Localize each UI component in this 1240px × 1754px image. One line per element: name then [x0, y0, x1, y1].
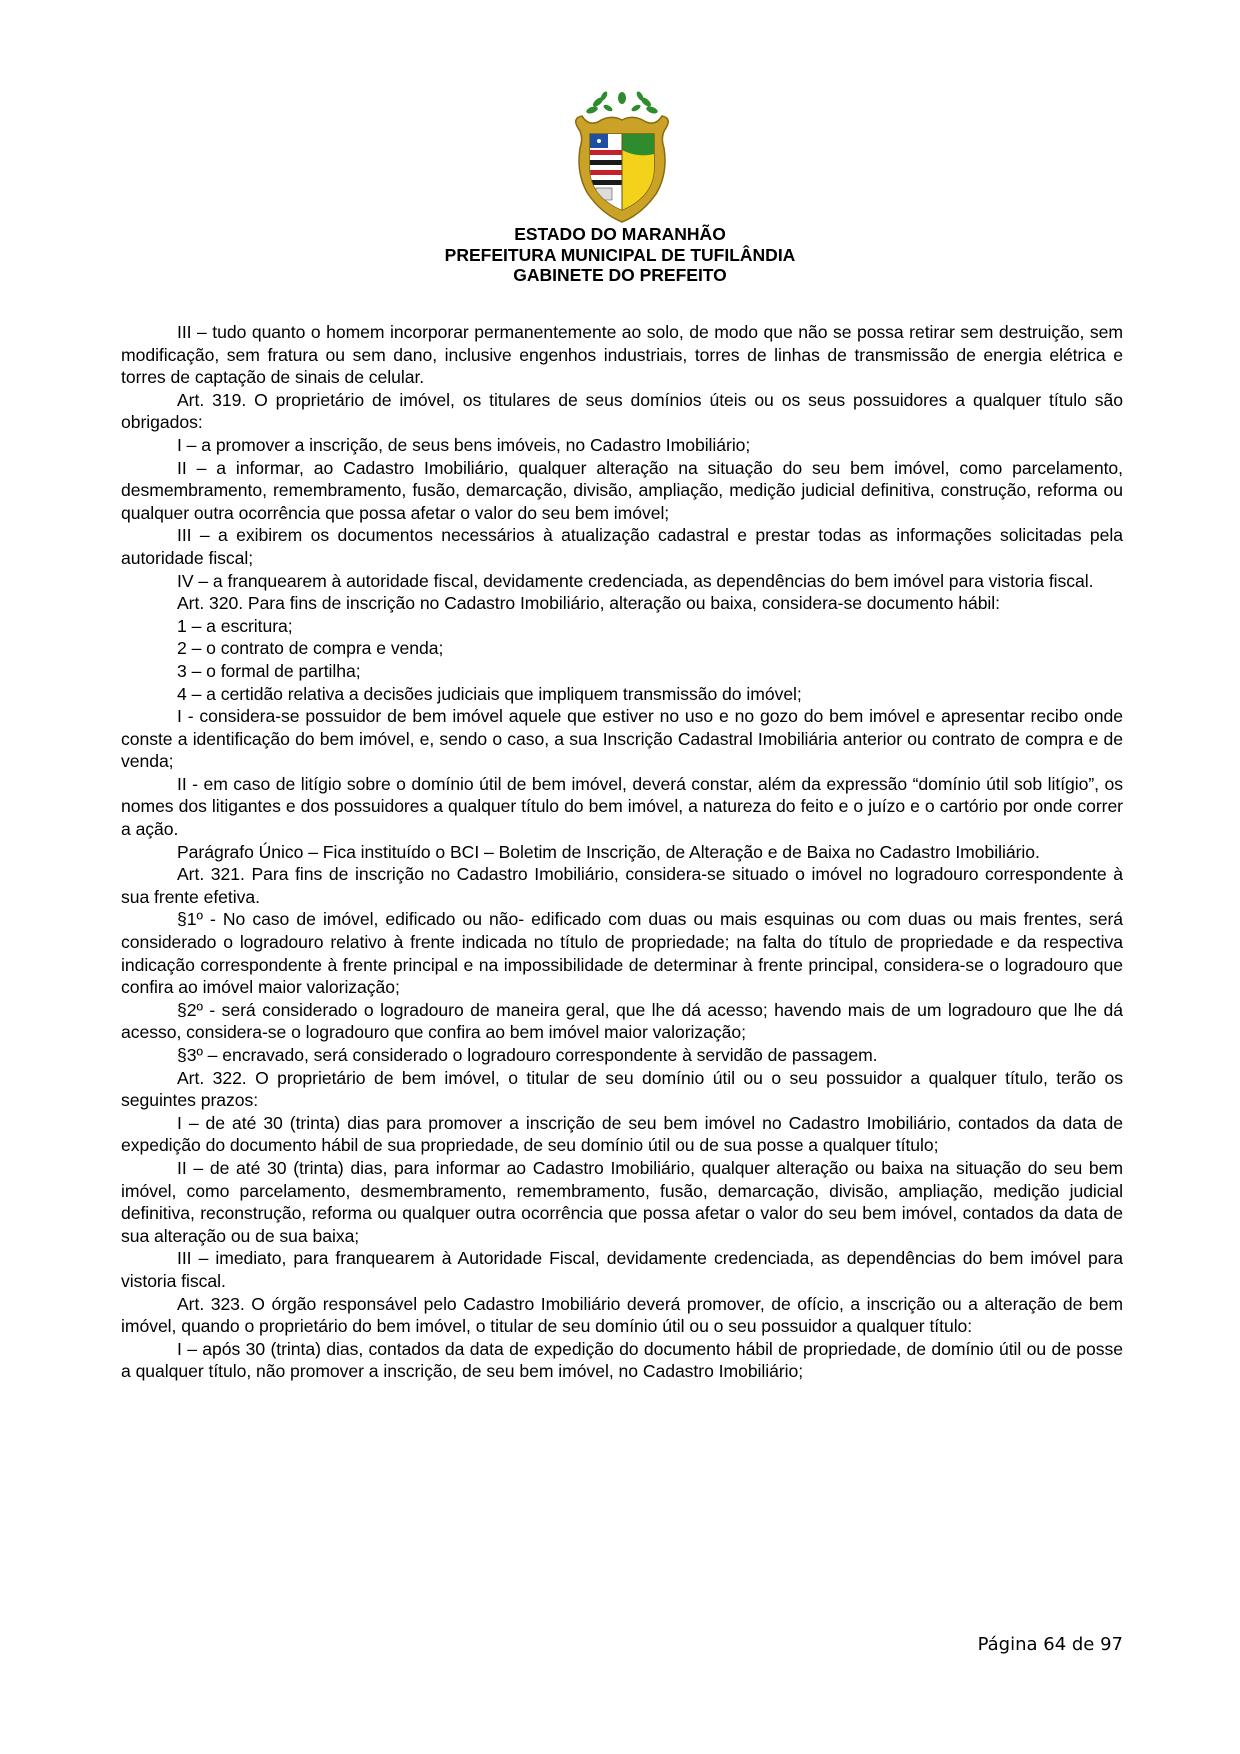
paragraph: Art. 322. O proprietário de bem imóvel, o titular de seu domínio útil ou o seu possuidor a qualquer título, terão os seguintes prazos: [121, 1067, 1123, 1111]
paragraph: II – a informar, ao Cadastro Imobiliário, qualquer alteração na situação do seu bem imóvel, como parcelamento, desmembramento, remembramento, fusão, demarcação, divisão, ampliação, medição judicial definitiva, construção, reforma ou qualquer outra ocorrência que possa afetar o valor do seu bem imóvel; [121, 457, 1123, 523]
page-number: Página 64 de 97 [977, 1634, 1123, 1655]
paragraph: 4 – a certidão relativa a decisões judiciais que impliquem transmissão do imóvel; [177, 683, 802, 704]
header-prefecture: PREFEITURA MUNICIPAL DE TUFILÂNDIA [444, 244, 796, 265]
paragraph: §1º - No caso de imóvel, edificado ou não- edificado com duas ou mais esquinas ou com duas ou mais frentes, será considerado o logradouro relativo à frente indicada no título de propriedade; na falta do título de propriedade e da respectiva indicação correspondente à frente principal e na impossibilidade de determinar à frente principal, considera-se o logradouro que confira ao imóvel maior valorização; [121, 909, 1123, 998]
paragraph: Art. 321. Para fins de inscrição no Cadastro Imobiliário, considera-se situado o imóvel no logradouro correspondente à sua frente efetiva. [121, 864, 1123, 907]
paragraph: II - em caso de litígio sobre o domínio útil de bem imóvel, deverá constar, além da expressão “domínio útil sob litígio”, os nomes dos litigantes e dos possuidores a qualquer título do bem imóvel, a natureza do feito e o juízo e o cartório por onde correr a ação. [121, 773, 1123, 840]
paragraph: II – de até 30 (trinta) dias, para informar ao Cadastro Imobiliário, qualquer alteração ou baixa na situação do seu bem imóvel, como parcelamento, desmembramento, remembramento, fusão, demarcação, divisão, ampliação, medição judicial definitiva, reconstrução, reforma ou qualquer outra ocorrência que possa afetar o valor do seu bem imóvel, contados da data de sua alteração ou de sua baixa; [121, 1157, 1123, 1246]
paragraph: Art. 323. O órgão responsável pelo Cadastro Imobiliário deverá promover, de ofício, a inscrição ou a alteração de bem imóvel, quando o proprietário do bem imóvel, o titular de seu domínio útil ou o seu possuidor a qualquer título: [121, 1293, 1123, 1337]
paragraph: 3 – o formal de partilha; [177, 660, 361, 681]
paragraph: III – a exibirem os documentos necessários à atualização cadastral e prestar todas as informações solicitadas pela autoridade fiscal; [121, 525, 1123, 568]
paragraph: §3º – encravado, será considerado o logradouro correspondente à servidão de passagem. [177, 1045, 878, 1065]
paragraph: Parágrafo Único – Fica instituído o BCI – Boletim de Inscrição, de Alteração e de Baixa no Cadastro Imobiliário. [177, 841, 1040, 862]
paragraph: IV – a franquearem à autoridade fiscal, devidamente credenciada, as dependências do bem imóvel para vistoria fiscal. [177, 570, 1094, 591]
paragraph: I – após 30 (trinta) dias, contados da data de expedição do documento hábil de propriedade, de domínio útil ou de posse a qualquer título, não promover a inscrição, de seu bem imóvel, no Cadastro Imobiliário; [121, 1338, 1123, 1382]
paragraph: III – tudo quanto o homem incorporar permanentemente ao solo, de modo que não se possa retirar sem destruição, sem modificação, sem fratura ou sem dano, inclusive engenhos industriais, torres de linhas de transmissão de energia elétrica e torres de captação de sinais de celular. [121, 322, 1123, 388]
paragraph: Art. 319. O proprietário de imóvel, os titulares de seus domínios úteis ou os seus possuidores a qualquer título são obrigados: [121, 389, 1123, 433]
document-body [121, 321, 1123, 1383]
paragraph: 2 – o contrato de compra e venda; [177, 638, 444, 659]
paragraph: 1 – a escritura; [177, 615, 293, 636]
paragraph: I – a promover a inscrição, de seus bens imóveis, no Cadastro Imobiliário; [177, 434, 751, 455]
header-office: GABINETE DO PREFEITO [513, 265, 727, 285]
coat-of-arms-icon [568, 88, 676, 226]
paragraph: §2º - será considerado o logradouro de maneira geral, que lhe dá acesso; havendo mais de um logradouro que lhe dá acesso, considera-se o logradouro que confira ao bem imóvel maior valorização; [121, 999, 1123, 1043]
paragraph: I – de até 30 (trinta) dias para promover a inscrição de seu bem imóvel no Cadastro Imobiliário, contados da data de expedição do documento hábil de sua propriedade, de seu domínio útil ou de sua posse a qualquer título; [121, 1112, 1123, 1156]
header-state: ESTADO DO MARANHÃO [514, 224, 726, 244]
paragraph: III – imediato, para franquearem à Autoridade Fiscal, devidamente credenciada, as dependências do bem imóvel para vistoria fiscal. [121, 1248, 1123, 1291]
document-header [0, 224, 1240, 286]
paragraph: I - considera-se possuidor de bem imóvel aquele que estiver no uso e no gozo do bem imóvel e apresentar recibo onde conste a identificação do bem imóvel, e, sendo o caso, a sua Inscrição Cadastral Imobiliária anterior ou contrato de compra e de venda; [121, 706, 1123, 772]
paragraph: Art. 320. Para fins de inscrição no Cadastro Imobiliário, alteração ou baixa, considera-se documento hábil: [177, 593, 1000, 614]
